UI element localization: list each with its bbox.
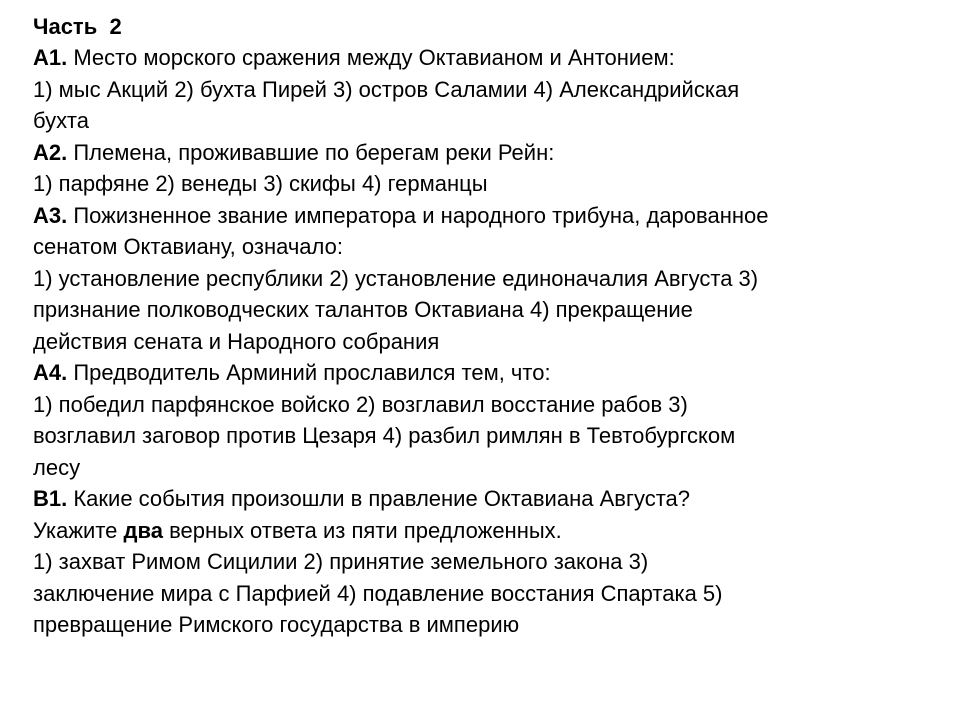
answer-line: 1) захват Римом Сицилии 2) принятие земельного закона 3) (33, 549, 649, 574)
question-a3 (33, 200, 933, 232)
question-number: А1. (33, 45, 68, 70)
question-a2 (33, 137, 933, 169)
question-b1 (33, 483, 933, 515)
answer-line: возглавил заговор против Цезаря 4) разбил римлян в Тевтобургском (33, 423, 736, 448)
answer-line: действия сената и Народного собрания (33, 328, 440, 354)
question-a4 (33, 357, 933, 389)
question-text: Какие события произошли в правление Октавиана Августа? (67, 486, 691, 511)
question-text-continued: сенатом Октавиану, означало: (33, 234, 343, 259)
question-number: А4. (33, 360, 68, 385)
part-title: Часть 2 (33, 14, 122, 39)
answer-line: лесу (33, 454, 81, 480)
answer-line: 1) победил парфянское войско 2) возглавил восстание рабов 3) (33, 391, 688, 417)
question-number: А2. (33, 139, 68, 165)
question-text: Место морского сражения между Октавианом и Антонием: (67, 45, 675, 70)
answer-line: 1) установление республики 2) установление единоначалия Августа 3) (33, 265, 759, 291)
answer-line: превращение Римского государства в империю (33, 612, 520, 637)
answer-line: признание полководческих талантов Октавиана 4) прекращение (33, 297, 693, 322)
question-text: Племена, проживавшие по берегам реки Рейн: (67, 139, 555, 165)
question-text: Пожизненное звание императора и народного трибуна, дарованное (67, 202, 769, 228)
quiz-slide (33, 12, 933, 641)
answer-line: бухта (33, 108, 89, 133)
answer-line: заключение мира с Парфией 4) подавление восстания Спартака 5) (33, 580, 723, 606)
instruction-text: Укажите (33, 517, 124, 543)
question-number: В1. (33, 486, 68, 511)
answer-line: 1) мыс Акций 2) бухта Пирей 3) остров Саламии 4) Александрийская (33, 76, 740, 102)
question-a1 (33, 42, 933, 74)
question-text: Предводитель Арминий прославился тем, что: (67, 360, 551, 385)
instruction-text: верных ответа из пяти предложенных. (162, 517, 562, 543)
question-number: А3. (33, 202, 68, 228)
question-instruction (33, 515, 933, 547)
answer-line: 1) парфяне 2) венеды 3) скифы 4) германцы (33, 171, 488, 196)
instruction-emphasis: два (123, 517, 163, 543)
